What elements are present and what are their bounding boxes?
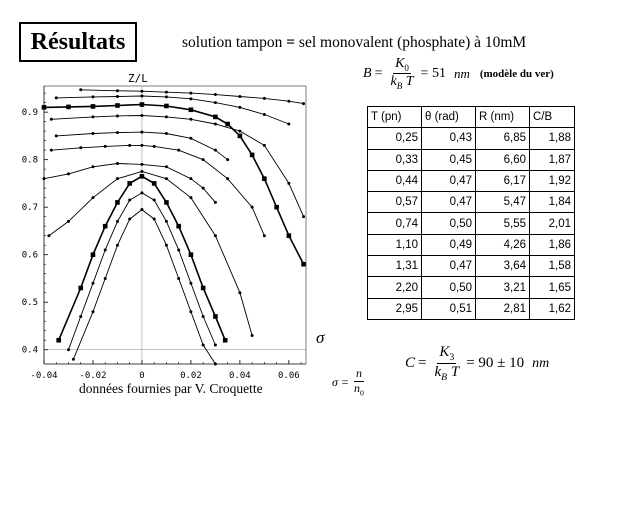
data-point [55,96,58,99]
data-point [116,244,119,247]
series-line [73,210,215,364]
data-point [238,291,241,294]
data-point [140,114,143,117]
data-point [91,95,94,98]
zl-sigma-plot [0,80,312,380]
table-cell: 0,25 [368,128,422,149]
data-point [67,172,70,175]
data-point [91,165,94,168]
data-point [165,95,168,98]
formula-c [405,344,549,383]
data-point [140,191,143,194]
series-line [56,96,289,124]
table-cell: 1,84 [530,192,575,213]
data-point [140,208,143,211]
data-point [153,145,156,148]
data-point [56,338,61,343]
data-point [302,215,305,218]
formula-c-den-sub: B [441,372,448,384]
table-cell: 2,81 [476,298,530,319]
formula-b-eq: = [374,65,383,81]
data-point [67,348,70,351]
data-point [214,234,217,237]
formula-sigma-den: n [354,380,361,395]
page-title: Résultats [19,22,137,62]
table-cell: 1,31 [368,256,422,277]
data-point [104,145,107,148]
formula-sigma [332,367,369,398]
data-point [152,181,157,186]
data-point [176,224,181,229]
data-point [189,196,192,199]
data-point [202,343,205,346]
data-point [214,123,217,126]
table-cell: 0,51 [422,298,476,319]
data-point [165,91,168,94]
subtitle-post: sel monovalent (phosphate) à 10mM [295,34,527,51]
data-point [214,201,217,204]
subtitle [182,34,526,52]
data-point [165,177,168,180]
series-line [49,172,252,336]
formula-sigma-num: n [355,366,362,380]
data-point [226,158,229,161]
data-point [263,234,266,237]
data-point [140,144,143,147]
formula-c-num-sub: 3 [449,352,455,363]
data-point [140,170,143,173]
data-point [214,101,217,104]
data-point [116,177,119,180]
data-point [263,144,266,147]
formula-b-den-sub: B [396,81,403,92]
data-point [225,122,230,127]
data-point [263,113,266,116]
data-point [140,131,143,134]
formula-c-num: K [439,344,450,360]
formula-sigma-den-sub: 0 [360,388,364,398]
data-point [91,104,96,109]
data-point [177,149,180,152]
table-cell: 0,50 [422,213,476,234]
data-point [165,132,168,135]
table-cell: 0,47 [422,170,476,191]
data-point [238,95,241,98]
data-point [165,165,168,168]
data-point [140,174,145,179]
table-cell: 0,57 [368,192,422,213]
data-point [189,310,192,313]
data-point [116,162,119,165]
x-tick-label: -0.02 [79,371,107,380]
table-cell: 2,95 [368,298,422,319]
x-tick-label: -0.04 [30,371,58,380]
x-tick-label: 0.02 [180,371,202,380]
data-point [140,102,145,107]
data-point [287,233,292,238]
data-point [115,200,120,205]
data-point [202,158,205,161]
data-point [262,176,267,181]
data-point [79,146,82,149]
y-axis-title: Z/L [128,72,148,85]
table-cell: 4,26 [476,234,530,255]
table-cell: 0,50 [422,277,476,298]
data-point [189,97,192,100]
data-point [214,93,217,96]
data-point [189,282,192,285]
formula-b-fraction [388,56,415,92]
table-row [368,234,575,255]
y-tick-label: 0.8 [21,155,38,166]
table-cell: 0,47 [422,256,476,277]
table-cell: 1,65 [530,277,575,298]
data-point [103,224,108,229]
table-cell: 1,86 [530,234,575,255]
data-point [50,118,53,121]
formula-c-unit: nm [532,355,550,371]
y-tick-label: 0.6 [21,250,38,261]
data-point [91,252,96,257]
table-cell: 6,85 [476,128,530,149]
x-tick-label: 0.06 [278,371,300,380]
table-cell: 1,62 [530,298,575,319]
data-point [116,131,119,134]
x-tick-label: 0.04 [229,371,251,380]
data-point [263,97,266,100]
data-point [153,199,156,202]
formula-b-note: (modèle du ver) [479,67,554,80]
data-point [140,90,143,93]
col-header-r: R (nm) [476,107,530,128]
table-header-row [368,107,575,128]
table-cell: 0,45 [422,149,476,170]
formula-b-den-t: T [405,74,414,90]
table-cell: 0,43 [422,128,476,149]
data-point [115,103,120,108]
table-cell: 0,44 [368,170,422,191]
data-point [189,252,194,257]
y-tick-label: 0.9 [21,108,38,119]
formula-b-value: = 51 [420,65,446,81]
table-cell: 3,64 [476,256,530,277]
table-row [368,128,575,149]
formula-b-lhs: B [363,65,372,81]
data-point [128,218,131,221]
data-point [189,107,194,112]
data-point [201,286,206,291]
data-point [72,358,75,361]
formula-b-num: K [395,56,405,71]
data-point [250,153,255,158]
y-tick-label: 0.4 [21,345,38,356]
data-point [301,262,306,267]
formula-b-num-sub: 0 [404,62,409,73]
credit-text: données fournies par V. Croquette [79,381,263,396]
data-point [164,200,169,205]
formula-b-den: k [390,74,397,90]
data-point [50,149,53,152]
x-axis-label: σ [316,328,325,347]
data-point [189,92,192,95]
data-point [214,363,217,366]
table-cell: 5,47 [476,192,530,213]
table-cell: 2,01 [530,213,575,234]
table-cell: 5,55 [476,213,530,234]
formula-b [363,56,554,92]
data-point [189,118,192,121]
data-point [91,132,94,135]
col-header-theta: θ (rad) [422,107,476,128]
data-point [164,104,169,109]
data-point [116,220,119,223]
data-point [189,137,192,140]
table-row [368,149,575,170]
table-row [368,298,575,319]
data-point [202,187,205,190]
data-point [251,334,254,337]
data-point [79,315,82,318]
data-point [128,144,131,147]
data-point [287,123,290,126]
data-point [238,106,241,109]
table-row [368,277,575,298]
y-tick-label: 0.7 [21,203,38,214]
data-point [165,220,168,223]
formula-sigma-lhs: σ = [332,375,350,390]
table-cell: 0,47 [422,192,476,213]
data-point [91,196,94,199]
formula-c-lhs: C [405,355,416,372]
data-point [104,277,107,280]
formula-c-value: = 90 ± 10 [466,355,525,372]
formula-c-den: k [434,364,442,381]
table-cell: 1,58 [530,256,575,277]
data-point [177,248,180,251]
table-row [368,213,575,234]
table-cell: 3,21 [476,277,530,298]
results-table [367,106,575,320]
data-point [91,310,94,313]
data-point [43,177,46,180]
data-point [116,89,119,92]
table-cell: 2,20 [368,277,422,298]
x-tick-label: 0 [139,371,145,380]
data-point [287,182,290,185]
data-point [78,286,83,291]
data-point [79,88,82,91]
data-point [116,95,119,98]
data-point [140,163,143,166]
data-point [91,282,94,285]
data-point [302,102,305,105]
data-point [214,149,217,152]
data-point [47,234,50,237]
subtitle-pre: solution tampon [182,34,287,51]
table-cell: 0,49 [422,234,476,255]
data-point [226,177,229,180]
data-point [202,315,205,318]
table-cell: 6,60 [476,149,530,170]
data-point [66,105,71,110]
table-cell: 1,10 [368,234,422,255]
data-point [140,94,143,97]
data-point [67,220,70,223]
data-point [177,277,180,280]
data-point [116,114,119,117]
table-cell: 1,88 [530,128,575,149]
data-point [104,248,107,251]
formula-b-unit: nm [453,65,470,81]
formula-sigma-fraction [352,367,366,398]
data-point [287,100,290,103]
formula-c-fraction [432,344,461,383]
formula-c-den-t: T [450,364,460,381]
y-tick-label: 0.5 [21,298,38,309]
data-point [55,134,58,137]
table-cell: 0,74 [368,213,422,234]
data-point [165,244,168,247]
data-point [274,205,279,210]
data-point [128,199,131,202]
data-point [238,130,241,133]
subtitle-eq: = [286,34,296,51]
data-point [238,134,243,139]
table-row [368,256,575,277]
data-point [251,206,254,209]
table-cell: 1,87 [530,149,575,170]
data-point [223,338,228,343]
data-point [91,115,94,118]
table-cell: 1,92 [530,170,575,191]
col-header-cb: C/B [530,107,575,128]
table-row [368,170,575,191]
data-point [213,115,218,120]
data-point [214,343,217,346]
data-point [127,181,132,186]
data-point [42,105,47,110]
table-cell: 6,17 [476,170,530,191]
data-point [153,218,156,221]
data-point [189,177,192,180]
formula-c-eq: = [418,355,427,372]
table-cell: 0,33 [368,149,422,170]
col-header-t: T (pn) [368,107,422,128]
data-point [213,314,218,319]
data-point [165,115,168,118]
table-row [368,192,575,213]
